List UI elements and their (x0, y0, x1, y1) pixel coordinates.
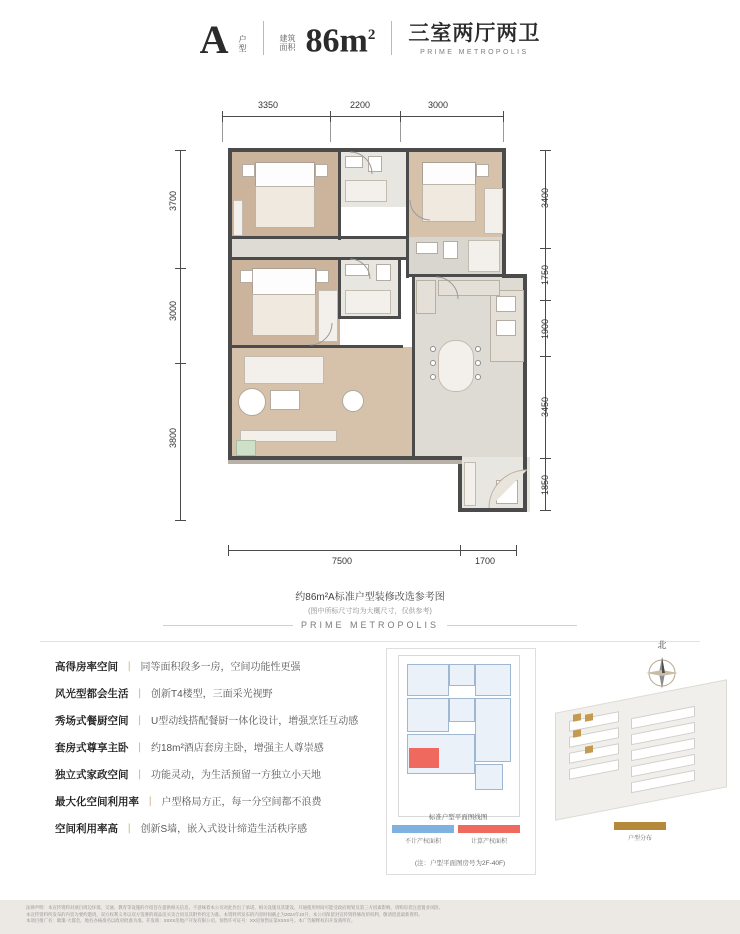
feature-separator: 丨 (124, 823, 135, 835)
bottom-dim-1: 7500 (332, 556, 353, 566)
site-map (555, 690, 725, 810)
tick (516, 545, 517, 556)
site-legend-label: 户型分布 (627, 836, 652, 842)
footer-line-1: 法律声明：本宣传资料对项目周边环境、交通、教育等设施的介绍旨在提供相关信息，不意味着本公司对此作出了承诺，相关设施及其建设、开通使用时间可能受政府规划及第三方因素影响，请购房者注意置业风险。 (26, 905, 444, 910)
brand-divider (0, 620, 740, 630)
feature-row (55, 766, 385, 782)
mini-plan-inner (405, 662, 513, 792)
mini-unit (475, 698, 511, 762)
unit-type-label (239, 35, 247, 53)
feature-separator: 丨 (134, 688, 145, 700)
feature-value: 创新S墙，嵌入式设计缔造生活秩序感 (140, 824, 308, 835)
guide (400, 122, 401, 142)
feature-separator: 丨 (124, 661, 135, 673)
feature-key: 秀场式餐厨空间 (55, 715, 129, 727)
right-dim-4: 3450 (540, 396, 551, 418)
left-dim-1: 3700 (168, 190, 179, 212)
feature-row (55, 712, 385, 728)
feature-row (55, 820, 385, 836)
section-divider (40, 641, 700, 642)
page-header (0, 10, 740, 66)
area-value (306, 18, 376, 58)
site-legend-swatch (614, 822, 666, 830)
guide (503, 122, 504, 142)
feature-separator: 丨 (145, 796, 156, 808)
right-dim-1: 3400 (540, 187, 551, 209)
feature-value: 同等面积段多一房，空间功能性更强 (140, 662, 301, 673)
mini-unit (407, 664, 449, 696)
top-dim-3: 3000 (428, 100, 449, 110)
feature-key: 风光型都会生活 (55, 688, 129, 700)
right-dim-3: 1900 (540, 318, 551, 340)
top-dim-line (222, 116, 503, 117)
tick (400, 111, 401, 122)
tick (175, 363, 186, 364)
mini-plan (398, 655, 520, 817)
header-divider-1 (263, 21, 264, 55)
caption-line-1: 约86m²A标准户型装修改选参考图 (295, 592, 445, 603)
feature-value: 户型格局方正，每一分空间都不浪费 (161, 797, 322, 808)
mini-unit (475, 664, 511, 696)
tick (330, 111, 331, 122)
right-dim-5: 1850 (540, 474, 551, 496)
area-superscript: 2 (367, 26, 376, 43)
brand-text: PRIME METROPOLIS (300, 620, 439, 630)
legend-label-2: 计算产权面积 (470, 839, 507, 845)
header-divider-2 (391, 21, 392, 55)
mini-unit (449, 698, 475, 722)
area-label-line2: 面积 (279, 43, 296, 53)
brand-line-right (447, 625, 577, 626)
floor-plan-region (0, 78, 740, 578)
floor-plan-drawing (200, 140, 545, 520)
area-label (280, 34, 296, 52)
legal-footer (0, 900, 740, 934)
footer-line-2: 本宣传资料所发布的内容为要约邀请，双方权利义务以双方签署的商品房买卖合同及其附件约定为准。本资料所发布的内容时间截止为2024年10月，本公司保留对宣传资料修改的权利，敬请留意最新资料。 (26, 911, 423, 917)
feature-value: 功能灵动，为生活预留一方独立小天地 (151, 770, 321, 781)
mini-highlight (409, 748, 439, 768)
tick (175, 520, 186, 521)
tick (503, 111, 504, 122)
feature-key: 套房式尊享主卧 (55, 742, 129, 754)
feature-key: 最大化空间利用率 (55, 796, 139, 808)
feature-row (55, 739, 385, 755)
caption-line-2: (图中所标尺寸均为大概尺寸，仅供参考) (308, 608, 432, 615)
feature-row (55, 658, 385, 674)
mini-unit (449, 664, 475, 686)
area-number: 86m (305, 22, 368, 60)
mini-plan-caption: 标准户型平面图线图 (428, 814, 488, 821)
tick (175, 150, 186, 151)
guide (222, 122, 223, 142)
top-dim-2: 2200 (350, 100, 371, 110)
left-dim-line (180, 150, 181, 520)
guide (330, 122, 331, 142)
right-dim-2: 1750 (540, 264, 551, 286)
legend-swatch-2 (458, 825, 520, 833)
mini-plan-legend (392, 825, 527, 845)
feature-key: 空间利用率高 (55, 823, 118, 835)
feature-value: 创新T4楼型，三面采光视野 (151, 689, 273, 700)
mini-plan-note: (注：户型平面图房号为2F-40F) (414, 860, 506, 867)
brand-line-left (163, 625, 293, 626)
feature-key: 独立式家政空间 (55, 769, 129, 781)
shadow (228, 460, 462, 464)
header-brand: PRIME METROPOLIS (420, 49, 529, 57)
unit-label-line2: 型 (238, 44, 247, 54)
compass-north-label: 北 (657, 640, 667, 650)
bottom-dim-2: 1700 (475, 556, 496, 566)
feature-separator: 丨 (134, 715, 145, 727)
layout-type: 三室两厅两卫 (408, 22, 541, 46)
feature-separator: 丨 (134, 769, 145, 781)
compass-rose-icon (642, 653, 682, 693)
compass (640, 638, 684, 692)
legend-swatch-1 (392, 825, 454, 833)
legend-label-1: 不计产权面积 (404, 839, 441, 845)
top-dim-1: 3350 (258, 100, 279, 110)
unit-letter: A (199, 17, 229, 63)
feature-separator: 丨 (134, 742, 145, 754)
tick (228, 545, 229, 556)
footer-line-3: 本项目推广名：璀璨·大都会，地名办核准名以政府批准为准。开发商：XXXX房地产开发有限公司。预售许可证号：XX房预售证第XXXX号。本广告解释权归开发商所有。 (26, 918, 356, 924)
unit-label-line1: 户 (238, 35, 247, 45)
feature-row (55, 793, 385, 809)
site-legend (610, 822, 670, 842)
plan-caption (0, 588, 740, 616)
tick (222, 111, 223, 122)
mini-unit (407, 698, 449, 732)
left-dim-2: 3000 (168, 300, 179, 322)
left-dim-3: 3800 (168, 427, 179, 449)
tick (175, 268, 186, 269)
feature-value: U型动线搭配餐厨一体化设计，增强烹饪互动感 (151, 716, 359, 727)
mini-unit (475, 764, 503, 790)
area-label-line1: 建筑 (279, 34, 296, 44)
feature-value: 约18m²酒店套房主卧，增强主人尊崇感 (151, 743, 324, 754)
feature-row (55, 685, 385, 701)
tick (460, 545, 461, 556)
feature-key: 高得房率空间 (55, 661, 118, 673)
bottom-dim-line (228, 550, 516, 551)
feature-list (55, 658, 385, 847)
